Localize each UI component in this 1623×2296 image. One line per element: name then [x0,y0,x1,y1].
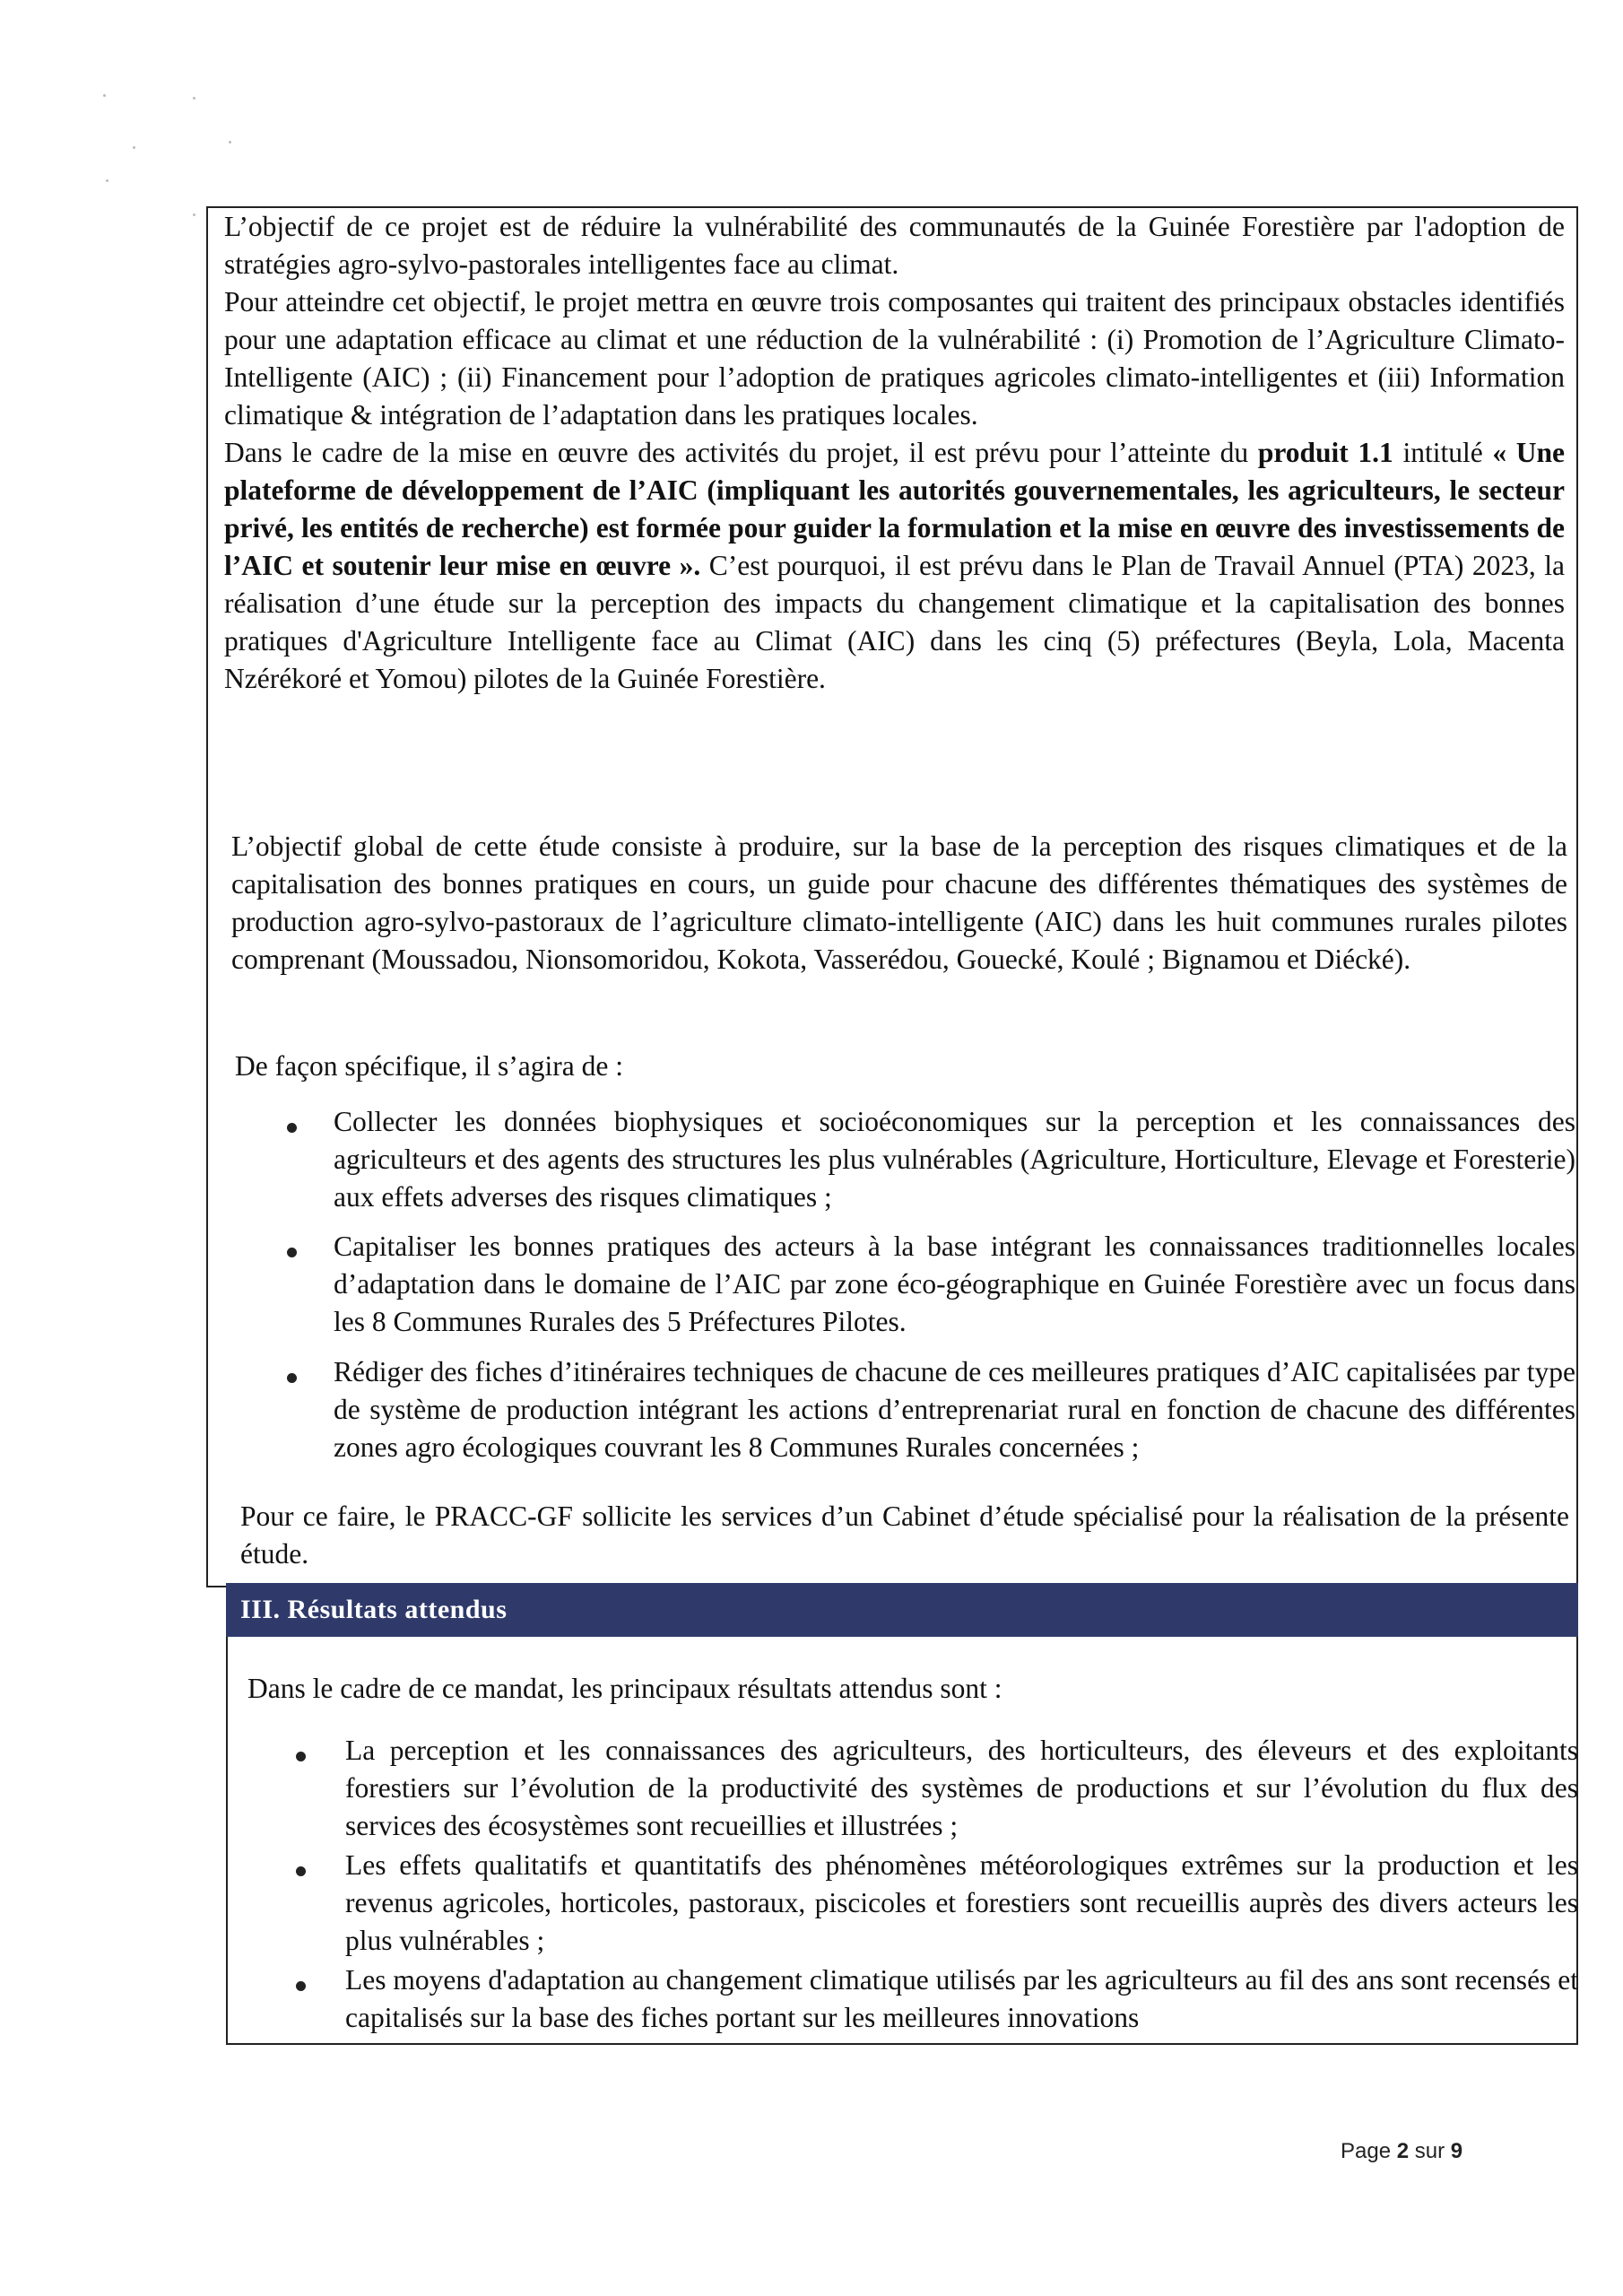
intro-p3-b: intitulé [1393,437,1493,468]
intro-bullet-2: Capitaliser les bonnes pratiques des acteurs à la base intégrant les connaissances traditionnelles locales d’adaptation dans le domaine de l’AIC par zone éco-géographique en Guinée Forestière avec un focus dans les 8 Communes Rurales des 5 Préfectures Pilotes. [334,1231,1575,1337]
bullet-dot [296,1752,306,1761]
page-number [1341,2139,1462,2164]
intro-paragraph-1 [224,208,1565,698]
bullet-dot [296,1981,306,1991]
intro-p3-bold2: « Une plateforme de développement de l’AIC (impliquant les autorités gouvernementales, les agriculteurs, le secteur privé, les entités de recherche) est formée pour guider la formulation et la mise en œuvre des investissements de l’AIC et soutenir leur mise en œuvre ». [224,437,1565,581]
intro-p5: De façon spécifique, il s’agira de : [235,1050,623,1082]
scan-speck [193,213,195,216]
bullet-dot [287,1248,297,1257]
section-3-bullet-3: Les moyens d'adaptation au changement climatique utilisés par les agriculteurs au fil des ans sont recensés et capitalisés sur la base des fiches portant sur les meilleures innovations [345,1964,1578,2033]
intro-bullet-3: Rédiger des fiches d’itinéraires techniques de chacune de ces meilleures pratiques d’AIC capitalisées par type de système de production intégrant les actions d’entreprenariat rural en fonction de chacune des différentes zones agro écologiques couvrant les 8 Communes Rurales concernées ; [334,1356,1575,1463]
intro-p4: L’objectif global de cette étude consiste à produire, sur la base de la perception des risques climatiques et de la capitalisation des bonnes pratiques en cours, un guide pour chacune des différentes thématiques des systèmes de production agro-sylvo-pastoraux de l’agriculture climato-intelligente (AIC) dans les huit communes rurales pilotes comprenant (Moussadou, Nionsomoridou, Kokota, Vasserédou, Gouecké, Koulé ; Bignamou et Diécké). [231,831,1567,975]
intro-bullet-1: Collecter les données biophysiques et socioéconomiques sur la perception et les connaissances des agriculteurs et des agents des structures les plus vulnérables (Agriculture, Horticulture, Elevage et Foresterie) aux effets adverses des risques climatiques ; [334,1106,1575,1213]
section-3-bullet-1: La perception et les connaissances des agriculteurs, des horticulteurs, des éleveurs et des exploitants forestiers sur l’évolution de la productivité des systèmes de productions et sur l’évolution du flux des services des écosystèmes sont recueillies et illustrées ; [345,1735,1578,1841]
section-3-lead: Dans le cadre de ce mandat, les principaux résultats attendus sont : [247,1673,1002,1704]
section-3-bullet-2: Les effets qualitatifs et quantitatifs des phénomènes météorologiques extrêmes sur la production et les revenus agricoles, horticoles, pastoraux, piscicoles et forestiers sont recueillis auprès des divers acteurs les plus vulnérables ; [345,1849,1578,1956]
intro-p1: L’objectif de ce projet est de réduire la vulnérabilité des communautés de la Guinée Forestière par l'adoption de stratégies agro-sylvo-pastorales intelligentes face au climat. [224,211,1565,280]
page-middle: sur [1409,2139,1451,2163]
section-3-bullet-3-clip [345,1961,1578,2043]
intro-paragraph-5 [235,1048,1562,1085]
bullet-dot [287,1123,297,1133]
scan-speck [133,146,135,149]
intro-paragraph-6 [240,1498,1569,1573]
bullet-dot [296,1866,306,1876]
intro-p3-a: Dans le cadre de la mise en œuvre des activités du projet, il est prévu pour l’atteinte du [224,437,1258,468]
intro-paragraph-4 [231,828,1567,978]
page-prefix: Page [1341,2139,1397,2163]
intro-p6: Pour ce faire, le PRACC-GF sollicite les services d’un Cabinet d’étude spécialisé pour la réalisation de la présente étude. [240,1500,1569,1570]
intro-p3 [224,434,1565,698]
page-total: 9 [1450,2139,1463,2163]
scan-speck [103,94,106,97]
bullet-dot [287,1373,297,1383]
intro-p3-c: C’est pourquoi, il est prévu dans le Plan de Travail Annuel (PTA) 2023, la réalisation d’une étude sur la perception des impacts du changement climatique et la capitalisation des bonnes pratiques d'Agriculture Intelligente face au Climat (AIC) dans les cinq (5) préfectures (Beyla, Lola, Macenta Nzérékoré et Yomou) pilotes de la Guinée Forestière. [224,550,1565,694]
scan-speck [229,141,231,144]
page-current: 2 [1396,2139,1410,2163]
intro-p2: Pour atteindre cet objectif, le projet mettra en œuvre trois composantes qui traitent des principaux obstacles identifiés pour une adaptation efficace au climat et une réduction de la vulnérabilité : (i) Promotion de l’Agriculture Climato-Intelligente (AIC) ; (ii) Financement pour l’adoption de pratiques agricoles climato-intelligentes et (iii) Information climatique & intégration de l’adaptation dans les pratiques locales. [224,286,1565,430]
intro-p3-bold1: produit 1.1 [1257,437,1393,468]
scan-speck [193,97,195,100]
scan-speck [106,179,108,182]
section-3-title: III. Résultats attendus [226,1583,1578,1637]
